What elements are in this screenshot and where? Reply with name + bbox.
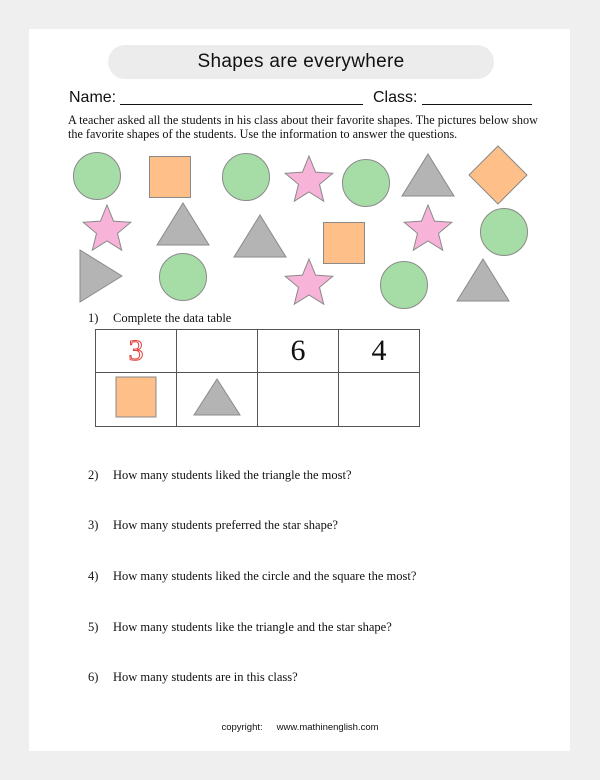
question-2 [88, 468, 352, 483]
shapes-gallery [0, 0, 600, 320]
copyright-site[interactable]: www.mathinenglish.com [276, 722, 379, 733]
question-6 [88, 670, 298, 685]
worksheet-title: Shapes are everywhere [108, 45, 494, 79]
question-6-number: 6) [88, 670, 99, 684]
gallery-triangle-shape [234, 215, 286, 257]
question-3-text: How many students preferred the star shape? [113, 518, 338, 532]
question-2-number: 2) [88, 468, 99, 482]
gallery-circle-shape [381, 262, 428, 309]
gallery-star-shape [285, 259, 333, 304]
data-table [95, 329, 420, 427]
gallery-square-shape [150, 157, 191, 198]
question-4-number: 4) [88, 569, 99, 583]
gallery-circle-shape [160, 254, 207, 301]
question-2-text: How many students liked the triangle the most? [113, 468, 352, 482]
count-traced-value: 3 [128, 334, 144, 367]
count-cell-2[interactable] [177, 330, 258, 373]
table-shape-row [96, 373, 420, 427]
table-count-row [96, 330, 420, 373]
shape-cell-2 [177, 373, 258, 427]
question-3 [88, 518, 338, 533]
count-cell-3[interactable] [258, 330, 339, 373]
gallery-star-shape [285, 156, 333, 201]
copyright-label: copyright: [221, 722, 263, 733]
gallery-circle-shape [481, 209, 528, 256]
gallery-circle-shape [343, 160, 390, 207]
gallery-triangle-shape [457, 259, 509, 301]
question-5-text: How many students like the triangle and the star shape? [113, 620, 392, 634]
shape-cell-1 [96, 373, 177, 427]
footer [0, 722, 600, 733]
gallery-triangle-shape [80, 250, 122, 302]
shape-cell-3[interactable] [258, 373, 339, 427]
table-triangle-shape [187, 373, 247, 421]
instructions-text: A teacher asked all the students in his class about their favorite shapes. The pictures below show the favorite shapes of the students. Use the information to answer the questions. [68, 113, 538, 141]
question-5 [88, 620, 392, 635]
question-3-number: 3) [88, 518, 99, 532]
question-6-text: How many students are in this class? [113, 670, 298, 684]
shape-cell-4[interactable] [339, 373, 420, 427]
gallery-circle-shape [74, 153, 121, 200]
table-square-shape [106, 373, 166, 421]
count-value-4: 4 [371, 334, 387, 367]
gallery-triangle-shape [402, 154, 454, 196]
question-4-text: How many students liked the circle and the square the most? [113, 569, 417, 583]
count-value-3: 6 [290, 334, 306, 367]
class-label: Class: [373, 89, 418, 106]
name-label: Name: [69, 89, 117, 106]
question-4 [88, 569, 416, 584]
question-1-text: Complete the data table [113, 311, 232, 325]
count-cell-4[interactable] [339, 330, 420, 373]
count-cell-1[interactable] [96, 330, 177, 373]
question-5-number: 5) [88, 620, 99, 634]
gallery-star-shape [404, 205, 452, 250]
gallery-square-shape [469, 146, 527, 204]
gallery-circle-shape [223, 154, 270, 201]
gallery-triangle-shape [157, 203, 209, 245]
question-1 [88, 311, 231, 326]
gallery-star-shape [83, 205, 131, 250]
gallery-square-shape [324, 223, 365, 264]
question-1-number: 1) [88, 311, 99, 325]
